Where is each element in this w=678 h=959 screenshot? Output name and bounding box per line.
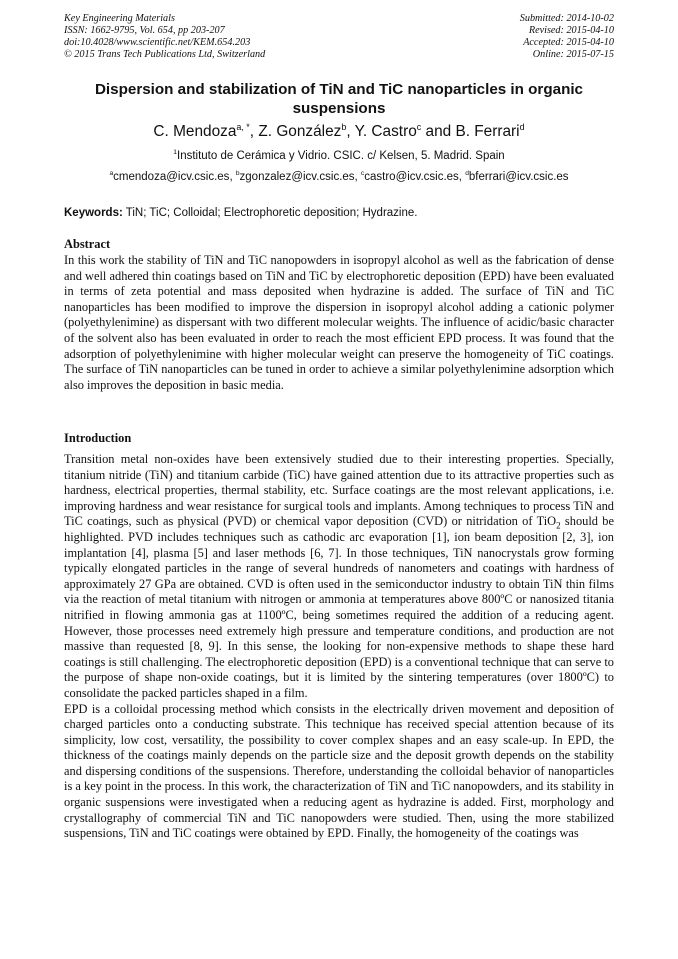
email-address[interactable]: castro@icv.csic.es xyxy=(364,171,459,183)
email-sep: , xyxy=(354,171,361,183)
author-sup: c xyxy=(416,121,422,132)
email-list xyxy=(64,170,614,185)
paragraph-text: should be highlighted. PVD includes techniques such as cathodic arc evaporation [1], ion beam deposition [2, 3], ion implantation [4], plasma [5] and laser methods [6, 7]. In those techniques, TiN nanocrystals grow forming typically elongated particles in the range of several hundreds of nanometers and coatings with hardness of approximately 27 GPa are obtained. CVD is often used in the semiconductor industry to obtain TiN thin films via the reaction of metal titanium with nitrogen or ammonia at temperatures above 800ºC or nanosized titania nitrified in flowing ammonia gas at 1100ºC, being sometimes required the addition of a reducing agent. However, those processes need extremely high pressure and temperature conditions, and production are not massive than requested [8, 9]. In this sense, the looking for non-expensive methods to shape these hard coatings is still challenging. The electrophoretic deposition (EPD) is a conventional technique that can serve to the purpose of shape non-oxide coatings, but it is limited by the sintering temperatures (over 1800ºC) to consolidate the packed particles shaped in a film. xyxy=(64,514,615,700)
email-sup: a xyxy=(109,170,114,178)
email-address[interactable]: zgonzalez@icv.csic.es xyxy=(239,171,355,183)
author-name: B. Ferrari xyxy=(455,123,520,140)
affiliation-sup: 1 xyxy=(173,149,177,157)
author-sup: a, * xyxy=(236,121,250,132)
email-sep: , xyxy=(458,171,466,183)
email-address[interactable]: cmendoza@icv.csic.es xyxy=(113,171,230,183)
affiliation-text: Instituto de Cerámica y Vidrio. CSIC. c/ Kelsen, 5. Madrid. Spain xyxy=(177,150,505,162)
abstract-heading: Abstract xyxy=(64,237,111,251)
accepted-date: Accepted: 2015-04-10 xyxy=(523,37,614,48)
introduction-paragraph-2: EPD is a colloidal processing method which consists in the electrically driven movement and deposition of charged particles onto a conducting substrate. This technique has received special attention because of its simplicity, low cost, versatility, the possibility to cover complex shapes and an easy scale-up. In EPD, the thickness of the coatings mainly depends on the particle size and the deposit growth depends on the stability and dispersing conditions of the suspensions. Therefore, understanding the colloidal behavior of nanoparticles is a key point in the process. In this work, the characterization of TiN and TiC nanopowders, and its stability in organic suspensions were investigated when a reducing agent as hydrazine is added. First, morphology and crystallography of commercial TiN and TiC nanopowders were studied. Then, using the more stabilized suspensions, TiN and TiC coatings were obtained by EPD. Finally, the homogeneity of the coatings was xyxy=(64,701,614,841)
author-sep: and xyxy=(421,123,456,140)
introduction-paragraph-1 xyxy=(64,452,614,702)
keywords-text: TiN; TiC; Colloidal; Electrophoretic deposition; Hydrazine. xyxy=(122,207,418,219)
email-sep: , xyxy=(229,171,236,183)
email-address[interactable]: bferrari@icv.csic.es xyxy=(468,171,569,183)
revised-date: Revised: 2015-04-10 xyxy=(528,25,614,36)
keywords-label: Keywords: xyxy=(64,207,123,219)
journal-issn: ISSN: 1662-9795, Vol. 654, pp 203-207 xyxy=(64,25,225,36)
submitted-date: Submitted: 2014-10-02 xyxy=(519,13,614,24)
email-sup: c xyxy=(360,170,365,178)
subscript: 2 xyxy=(556,520,561,531)
introduction-heading: Introduction xyxy=(64,431,132,445)
author-name: Y. Castro xyxy=(354,123,417,140)
author-list xyxy=(64,122,614,142)
journal-copyright: © 2015 Trans Tech Publications Ltd, Switzerland xyxy=(64,49,266,60)
author-sup: d xyxy=(519,121,525,132)
submission-dates xyxy=(520,13,614,61)
email-sup: b xyxy=(235,170,240,178)
abstract-text: In this work the stability of TiN and TiC nanopowders in isopropyl alcohol as well as the fabrication of dense and well adhered thin coatings based on TiN and TiC by electrophoretic deposition (EPD) have been evaluated in terms of zeta potential and mass deposited when hydrazine is added. The surface of TiN and TiC nanoparticles has been modified to improve the dispersion in isopropyl alcohol adding a cationic polymer (polyethylenimine) as dispersant with two different molecular weights. The influence of acidic/basic character of the solvent also has been evaluated in order to reach the most efficient EPD process. It was found that the adsorption of polyethylenimine with higher molecular weight can preserve the homogeneity of TiC coatings. The surface of TiN nanoparticles can be tuned in order to achieve a similar polyethylenimine adsorption which also improves the deposition in basic media. xyxy=(64,253,614,392)
keywords xyxy=(64,206,614,221)
journal-info xyxy=(64,13,265,61)
journal-name: Key Engineering Materials xyxy=(64,13,175,24)
paper-title: Dispersion and stabilization of TiN and TiC nanoparticles in organic suspensions xyxy=(94,81,584,117)
affiliation xyxy=(64,149,614,164)
abstract-section xyxy=(64,237,614,393)
author-sep: , xyxy=(249,123,259,140)
author-name: C. Mendoza xyxy=(153,123,237,140)
author-sep: , xyxy=(346,123,355,140)
online-date: Online: 2015-07-15 xyxy=(532,49,614,60)
email-sup: d xyxy=(465,170,469,178)
introduction-section xyxy=(64,431,614,842)
journal-doi[interactable]: doi:10.4028/www.scientific.net/KEM.654.203 xyxy=(64,37,251,48)
author-name: Z. González xyxy=(258,123,342,140)
paragraph-text: Transition metal non-oxides have been extensively studied due to their interesting properties. Specially, titanium nitride (TiN) and titanium carbide (TiC) have gained attention due to its attractive properties such as hardness, electrical properties, thermal stability, etc. Surface coatings are the most relevant applications, i.e. improving hardness and wear resistance for surgical tools and implants. Among techniques to process TiN and TiC coatings, such as physical (PVD) or chemical vapor deposition (CVD) or nitridation of TiO xyxy=(64,452,614,529)
author-sup: b xyxy=(341,121,347,132)
